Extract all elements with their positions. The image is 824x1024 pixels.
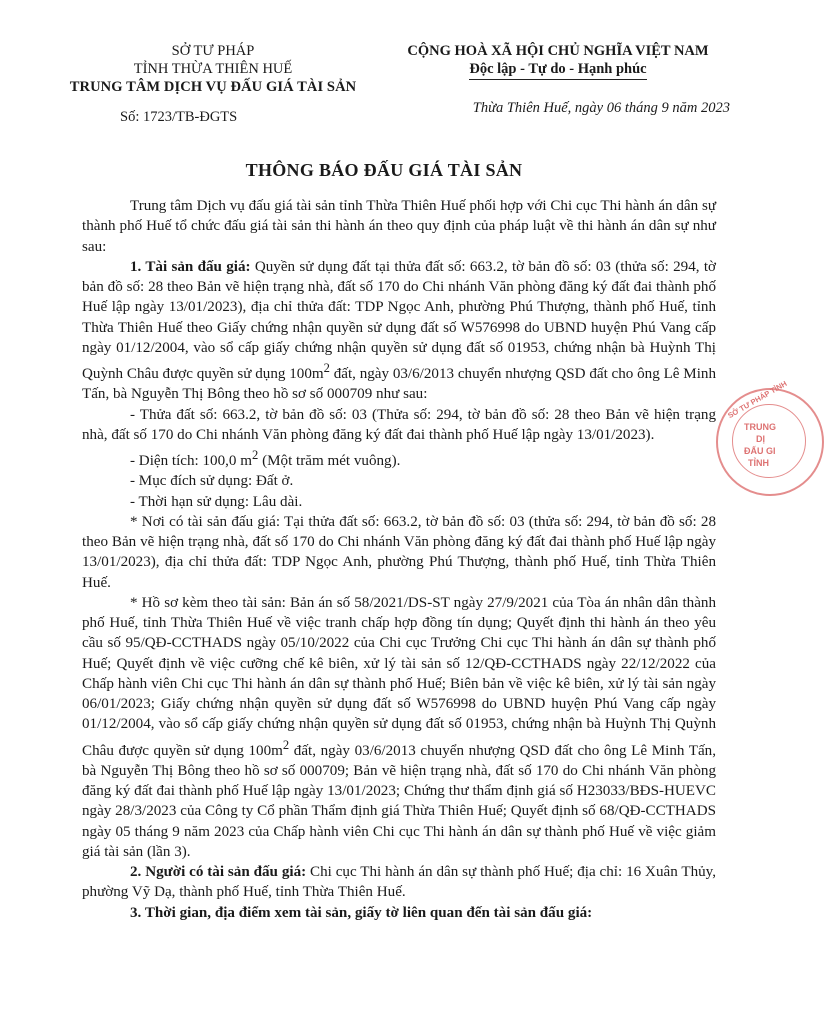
seal-arc-text: SỞ TƯ PHÁP TỈNH <box>726 378 789 421</box>
place-and-date: Thừa Thiên Huế, ngày 06 tháng 9 năm 2023 <box>472 100 730 116</box>
asset-bullet-area <box>82 445 716 471</box>
section-3-heading: 3. Thời gian, địa điểm xem tài sản, giấy tờ liên quan đến tài sản đấu giá: <box>130 904 593 921</box>
issuer-ministry: SỞ TƯ PHÁP <box>171 43 255 59</box>
asset-bullet-purpose: - Mục đích sử dụng: Đất ở. <box>130 473 294 490</box>
section-2-text: Chi cục Thi hành án dân sự thành phố Huế; địa chỉ: 16 Xuân Thủy, phường Vỹ Dạ, thành phố Huế, tỉnh Thừa Thiên Huế. <box>82 864 717 901</box>
attached-documents-paragraph <box>82 593 716 862</box>
section-1-sup: 2 <box>323 361 330 375</box>
area-text-b: (Một trăm mét vuông). <box>258 453 401 470</box>
docs-text-b: đất, ngày 03/6/2013 chuyển nhượng QSD đất cho ông Lê Minh Tấn, bà Nguyễn Thị Bông theo hồ sơ số 000709; Bản vẽ hiện trạng nhà, đất số 170 do Chi nhánh Văn phòng đăng ký đất đai thành phố Huế lập ngày 13/01/2023; Chứng thư thẩm định giá số H23033/BĐS-HUEVC ngày 28/3/2023 của Công ty Cổ phần Thẩm định giá Thừa Thiên Huế; Quyết định số 68/QĐ-CCTHADS ngày 05 tháng 9 năm 2023 của Chấp hành viên Chi cục Thi hành án dân sự thành phố Huế về việc giảm giá tài sản (lần 3). <box>82 742 716 860</box>
area-sup: 2 <box>252 448 259 463</box>
seal-center-line-2: DỊ <box>756 434 765 444</box>
area-text-a: - Diện tích: 100,0 m <box>130 453 252 470</box>
document-body <box>82 196 716 923</box>
asset-bullet-term: - Thời hạn sử dụng: Lâu dài. <box>130 493 303 510</box>
seal-center-line-3: ĐẤU GI <box>744 446 776 456</box>
national-heading <box>388 42 728 80</box>
section-1-text-a: Quyền sử dụng đất tại thửa đất số: 663.2, tờ bản đồ số: 03 (thửa số: 294, tờ bản đồ số: 28 theo Bản vẽ hiện trạng nhà, đất số 170 do Chi nhánh Văn phòng đăng ký đất đai thành phố Huế lập ngày 13/01/2023), địa chỉ thửa đất: TDP Ngọc Anh, phường Phú Thượng, thành phố Huế, tỉnh Thừa Thiên Huế theo Giấy chứng nhận quyền sử dụng đất số W576998 do UBND huyện Phú Vang cấp ngày 01/12/2004, vào sổ cấp giấy chứng nhận quyền sử dụng đất số 01953, chứng nhận bà Huỳnh Thị Quỳnh Châu được quyền sử dụng 100m <box>82 258 716 383</box>
section-2-heading: 2. Người có tài sản đấu giá: <box>130 864 307 881</box>
asset-bullet-parcel: - Thửa đất số: 663.2, tờ bản đồ số: 03 (Thửa số: 294, tờ bản đồ số: 28 theo Bản vẽ hiện trạng nhà, đất số 170 do Chi nhánh Văn phòng đăng ký đất đai thành phố Huế lập ngày 13/01/2023). <box>82 406 716 443</box>
seal-center-line-4: TỈNH <box>748 458 769 468</box>
country-name: CỘNG HOÀ XÃ HỘI CHỦ NGHĨA VIỆT NAM <box>407 43 709 59</box>
section-1-paragraph <box>82 257 716 405</box>
document-number: Số: 1723/TB-ĐGTS <box>120 109 238 125</box>
docs-text-a: * Hồ sơ kèm theo tài sản: Bản án số 58/2021/DS-ST ngày 27/9/2021 của Tòa án nhân dân thành phố Huế, tỉnh Thừa Thiên Huế về việc tranh chấp hợp đồng tín dụng; Quyết định thi hành án theo yêu cầu số 95/QĐ-CCTHADS ngày 05/10/2022 của Chi cục Trưởng Chi cục Thi hành án dân sự thành phố Huế; Quyết định về việc cưỡng chế kê biên, xử lý tài sản số 12/QĐ-CCTHADS ngày 22/12/2022 của Chấp hành viên Chi cục Thi hành án dân sự thành phố Huế; Biên bản về việc kê biên, xử lý tài sản ngày 06/01/2023; Giấy chứng nhận quyền sử dụng đất số W576998 do UBND huyện Phú Vang cấp ngày 01/12/2004, vào sổ cấp giấy chứng nhận quyền sử dụng đất số 01953, chứng nhận bà Huỳnh Thị Quỳnh Châu được quyền sử dụng 100m <box>82 594 716 759</box>
national-motto: Độc lập - Tự do - Hạnh phúc <box>469 60 646 80</box>
asset-location-paragraph: * Nơi có tài sản đấu giá: Tại thửa đất số: 663.2, tờ bản đồ số: 03 (thửa số: 294, tờ bản đồ số: 28 theo Bản vẽ hiện trạng nhà, đất số 170 do Chi nhánh Văn phòng đăng ký đất đai thành phố Huế lập ngày 13/01/2023), địa chỉ thửa đất: TDP Ngọc Anh, phường Phú Thượng, thành phố Huế, tỉnh Thừa Thiên Huế. <box>82 513 716 591</box>
issuer-organization: TRUNG TÂM DỊCH VỤ ĐẤU GIÁ TÀI SẢN <box>69 79 357 95</box>
section-1-heading: 1. Tài sản đấu giá: <box>130 258 251 275</box>
issuer-province: TỈNH THỪA THIÊN HUẾ <box>133 61 293 77</box>
section-2-paragraph <box>82 862 716 903</box>
docs-sup: 2 <box>282 737 290 752</box>
intro-paragraph: Trung tâm Dịch vụ đấu giá tài sản tỉnh Thừa Thiên Huế phối hợp với Chi cục Thi hành án dân sự thành phố Huế tổ chức đấu giá tài sản thi hành án theo quy định của pháp luật về thi hành án dân sự như sau: <box>82 198 716 255</box>
issuer-block <box>48 42 378 126</box>
document-title: THÔNG BÁO ĐẤU GIÁ TÀI SẢN <box>245 160 523 180</box>
section-3-paragraph <box>82 903 716 923</box>
official-seal-icon <box>716 378 824 496</box>
seal-inner-ring <box>732 404 806 478</box>
seal-center-line-1: TRUNG <box>744 422 776 432</box>
section-1-text-b: đất, ngày 03/6/2013 chuyển nhượng QSD đất cho ông Lê Minh Tấn, bà Nguyễn Thị Bông theo hồ sơ số 000709 như sau: <box>82 366 716 403</box>
